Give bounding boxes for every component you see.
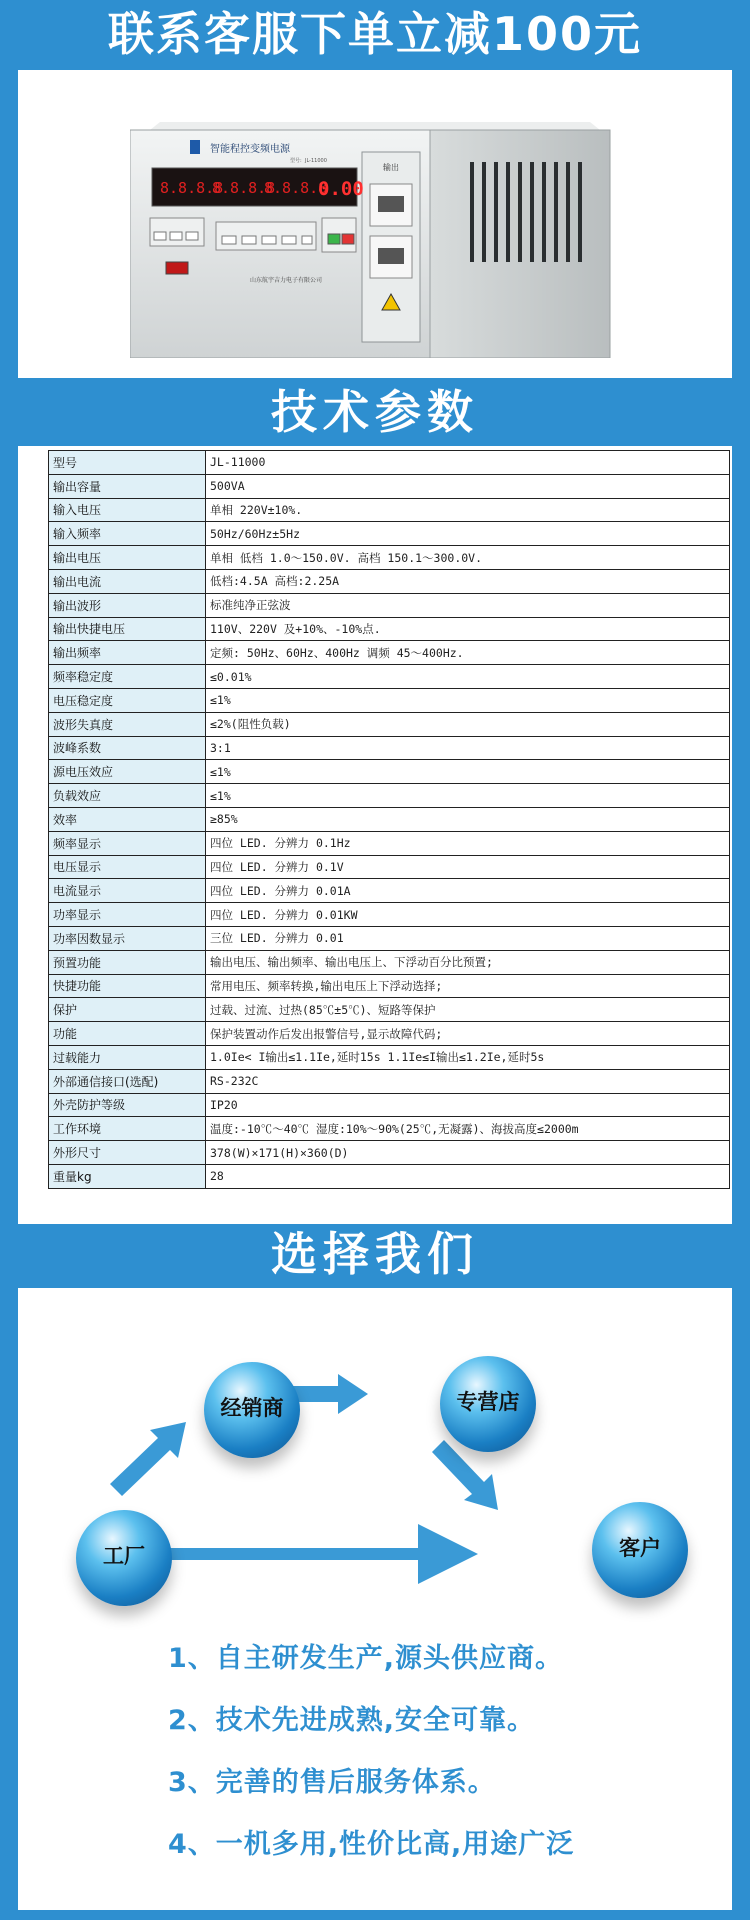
meter-3: 8.8.8.8 — [264, 179, 328, 197]
spec-key: 过载能力 — [49, 1045, 206, 1069]
choose-title: 选择我们 — [271, 1227, 479, 1281]
spec-row — [49, 1117, 730, 1141]
spec-table — [48, 450, 730, 1189]
meter-red: 0.00 — [318, 178, 364, 200]
spec-value: 单相 220V±10%. — [206, 498, 730, 522]
node-dealer — [204, 1362, 300, 1458]
spec-row — [49, 760, 730, 784]
spec-key: 输出电流 — [49, 569, 206, 593]
power-supply-device-image — [130, 122, 620, 358]
spec-key: 输出电压 — [49, 546, 206, 570]
spec-value: 输出电压、输出频率、输出电压上、下浮动百分比预置; — [206, 950, 730, 974]
point-3: 3、完善的售后服务体系。 — [168, 1767, 496, 1798]
spec-row — [49, 879, 730, 903]
spec-row — [49, 998, 730, 1022]
spec-value: 四位 LED. 分辨力 0.01A — [206, 879, 730, 903]
spec-value: 1.0Ie< I输出≤1.1Ie,延时15s 1.1Ie≤I输出≤1.2Ie,延时5s — [206, 1045, 730, 1069]
spec-value: 110V、220V 及+10%、-10%点. — [206, 617, 730, 641]
node-factory — [76, 1510, 172, 1606]
spec-value: 四位 LED. 分辨力 0.1Hz — [206, 831, 730, 855]
spec-key: 波峰系数 — [49, 736, 206, 760]
spec-key: 电压稳定度 — [49, 688, 206, 712]
spec-key: 输入频率 — [49, 522, 206, 546]
spec-value: 500VA — [206, 474, 730, 498]
spec-key: 功率显示 — [49, 903, 206, 927]
spec-value: 50Hz/60Hz±5Hz — [206, 522, 730, 546]
node-store-label: 专营店 — [456, 1390, 520, 1414]
spec-value: IP20 — [206, 1093, 730, 1117]
specs-title: 技术参数 — [271, 385, 479, 439]
spec-row — [49, 736, 730, 760]
spec-value: 28 — [206, 1164, 730, 1188]
spec-value: 四位 LED. 分辨力 0.1V — [206, 855, 730, 879]
spec-row — [49, 903, 730, 927]
spec-row — [49, 1164, 730, 1188]
product-image-panel — [18, 70, 732, 378]
spec-value: 3:1 — [206, 736, 730, 760]
meter-1: 8.8.8.8 — [160, 179, 224, 197]
device-model: JL-11000 — [305, 158, 327, 164]
spec-row — [49, 593, 730, 617]
spec-key: 工作环境 — [49, 1117, 206, 1141]
spec-key: 功率因数显示 — [49, 926, 206, 950]
spec-row — [49, 1022, 730, 1046]
spec-key: 负载效应 — [49, 784, 206, 808]
spec-row — [49, 974, 730, 998]
spec-row — [49, 665, 730, 689]
spec-value: ≤1% — [206, 688, 730, 712]
spec-row — [49, 641, 730, 665]
spec-key: 预置功能 — [49, 950, 206, 974]
spec-value: 保护装置动作后发出报警信号,显示故障代码; — [206, 1022, 730, 1046]
spec-value: ≤1% — [206, 760, 730, 784]
spec-key: 外部通信接口(选配) — [49, 1069, 206, 1093]
spec-row — [49, 855, 730, 879]
spec-value: ≥85% — [206, 807, 730, 831]
spec-key: 源电压效应 — [49, 760, 206, 784]
spec-row — [49, 926, 730, 950]
spec-row — [49, 451, 730, 475]
spec-row — [49, 569, 730, 593]
spec-key: 功能 — [49, 1022, 206, 1046]
spec-key: 波形失真度 — [49, 712, 206, 736]
choose-panel — [18, 1288, 732, 1910]
spec-row — [49, 1069, 730, 1093]
spec-value: 低档:4.5A 高档:2.25A — [206, 569, 730, 593]
spec-key: 电流显示 — [49, 879, 206, 903]
spec-key: 外形尺寸 — [49, 1141, 206, 1165]
spec-row — [49, 617, 730, 641]
spec-key: 输出容量 — [49, 474, 206, 498]
spec-row — [49, 950, 730, 974]
spec-row — [49, 831, 730, 855]
spec-key: 输出快捷电压 — [49, 617, 206, 641]
spec-row — [49, 712, 730, 736]
spec-row — [49, 1093, 730, 1117]
node-factory-label: 工厂 — [103, 1544, 145, 1568]
spec-row — [49, 688, 730, 712]
spec-value: 单相 低档 1.0～150.0V. 高档 150.1～300.0V. — [206, 546, 730, 570]
meter-2: 8.8.8.8 — [212, 179, 276, 197]
spec-row — [49, 498, 730, 522]
company-name: 山东航宇吉力电子有限公司 — [250, 277, 323, 284]
spec-value: 过载、过流、过热(85℃±5℃)、短路等保护 — [206, 998, 730, 1022]
spec-value: 常用电压、频率转换,输出电压上下浮动选择; — [206, 974, 730, 998]
spec-value: 温度:-10℃～40℃ 湿度:10%～90%(25℃,无凝露)、海拔高度≤2000m — [206, 1117, 730, 1141]
spec-value: 标准纯净正弦波 — [206, 593, 730, 617]
spec-key: 重量kg — [49, 1164, 206, 1188]
spec-value: ≤1% — [206, 784, 730, 808]
point-2: 2、技术先进成熟,安全可靠。 — [168, 1705, 536, 1736]
spec-key: 效率 — [49, 807, 206, 831]
arrow-factory-customer — [154, 1524, 478, 1584]
spec-value: RS-232C — [206, 1069, 730, 1093]
spec-value: ≤2%(阻性负载) — [206, 712, 730, 736]
node-customer-label: 客户 — [619, 1536, 661, 1560]
spec-key: 输出波形 — [49, 593, 206, 617]
spec-key: 输出频率 — [49, 641, 206, 665]
spec-row — [49, 1045, 730, 1069]
spec-row — [49, 784, 730, 808]
spec-value: 四位 LED. 分辨力 0.01KW — [206, 903, 730, 927]
node-store — [440, 1356, 536, 1452]
node-customer — [592, 1502, 688, 1598]
spec-value: ≤0.01% — [206, 665, 730, 689]
spec-key: 保护 — [49, 998, 206, 1022]
spec-key: 频率显示 — [49, 831, 206, 855]
spec-value: 三位 LED. 分辨力 0.01 — [206, 926, 730, 950]
spec-key: 输入电压 — [49, 498, 206, 522]
spec-row — [49, 474, 730, 498]
spec-row — [49, 1141, 730, 1165]
promo-banner: 联系客服下单立减100元 — [107, 7, 643, 61]
spec-row — [49, 522, 730, 546]
point-4: 4、一机多用,性价比高,用途广泛 — [168, 1829, 575, 1860]
specs-panel — [18, 446, 732, 1224]
node-dealer-label: 经销商 — [220, 1396, 284, 1420]
spec-value: 378(W)×171(H)×360(D) — [206, 1141, 730, 1165]
spec-value: 定频: 50Hz、60Hz、400Hz 调频 45～400Hz. — [206, 641, 730, 665]
spec-key: 快捷功能 — [49, 974, 206, 998]
device-title: 智能程控变频电源 — [210, 144, 290, 155]
spec-row — [49, 807, 730, 831]
spec-key: 型号 — [49, 451, 206, 475]
model-label: 型号: — [290, 158, 302, 164]
spec-key: 外壳防护等级 — [49, 1093, 206, 1117]
point-1: 1、自主研发生产,源头供应商。 — [168, 1643, 564, 1674]
spec-value: JL-11000 — [206, 451, 730, 475]
output-label: 输出 — [383, 163, 399, 172]
spec-key: 电压显示 — [49, 855, 206, 879]
spec-row — [49, 546, 730, 570]
spec-key: 频率稳定度 — [49, 665, 206, 689]
arrow-factory-dealer — [110, 1422, 186, 1496]
